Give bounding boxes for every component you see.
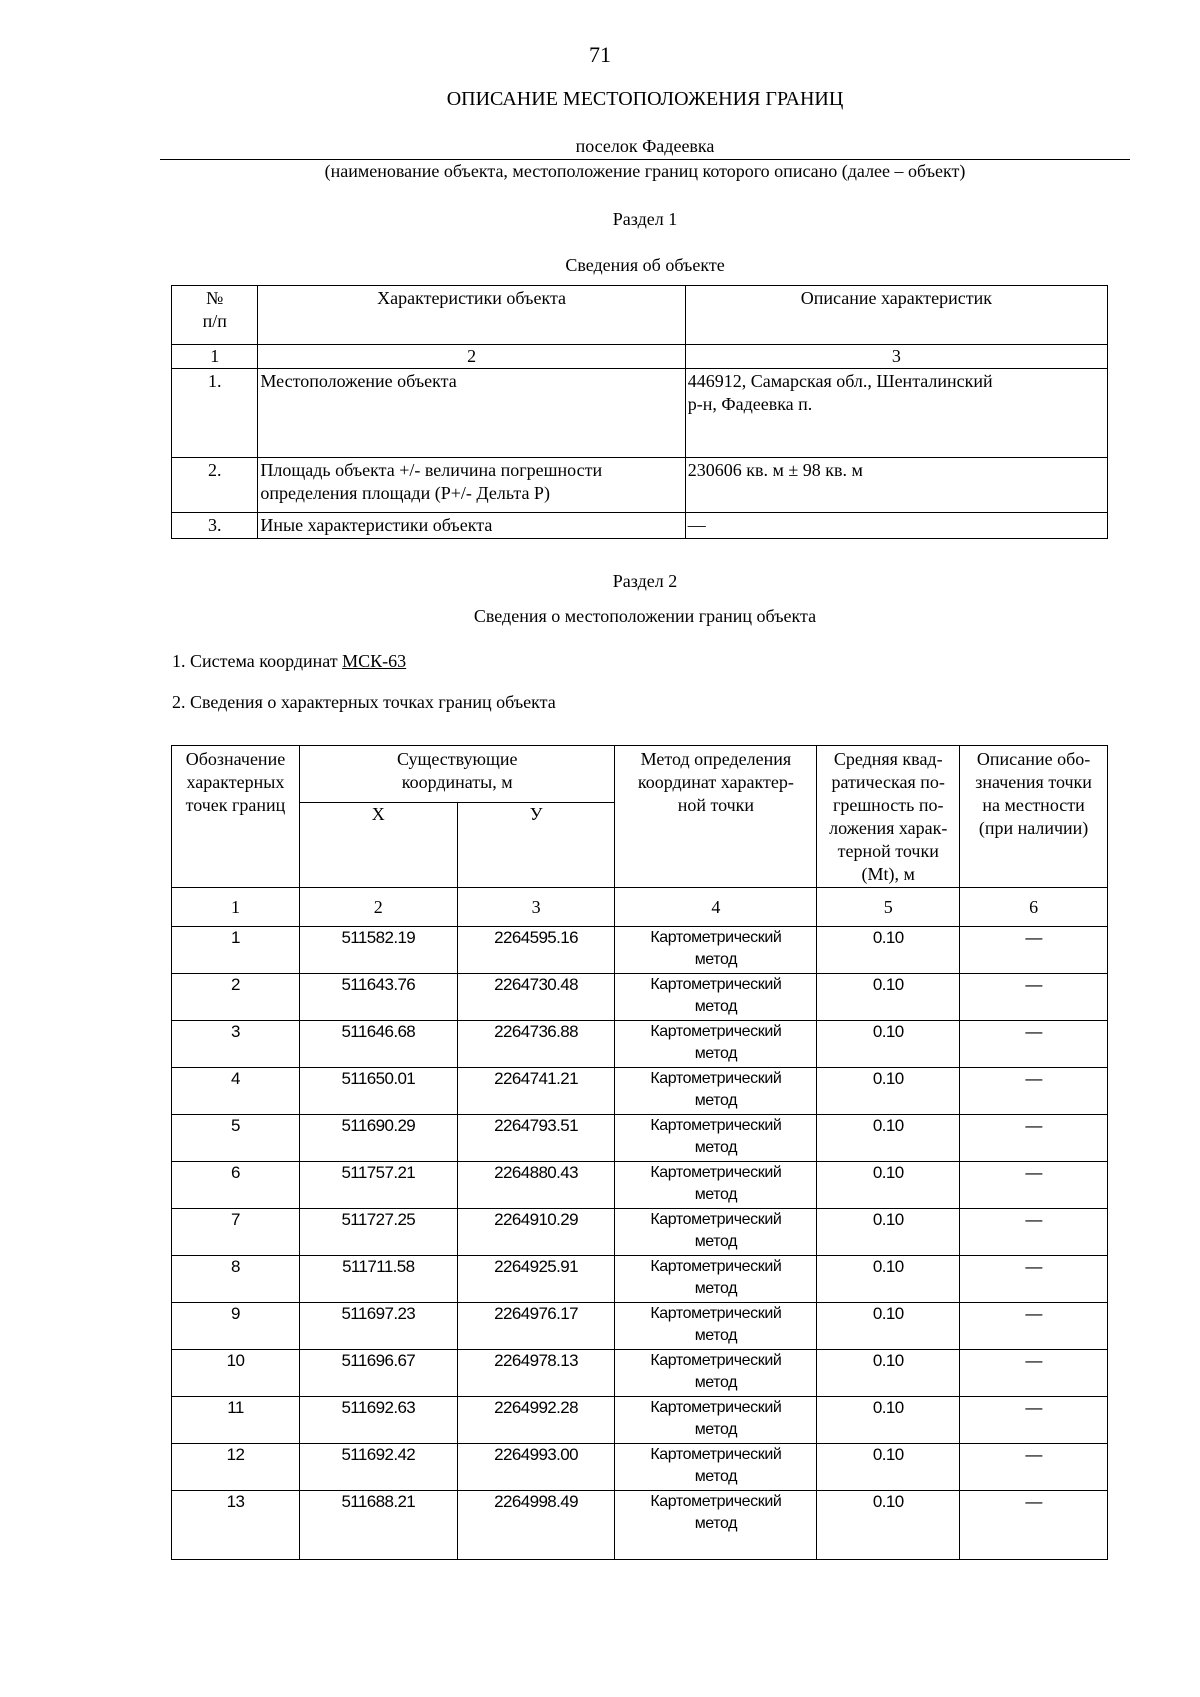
- point-id: 8: [172, 1256, 300, 1303]
- points-header-y: У: [457, 803, 615, 888]
- point-id: 5: [172, 1115, 300, 1162]
- point-mt: 0.10: [817, 1350, 960, 1397]
- point-x: 511582.19: [299, 927, 457, 974]
- points-header-x: X: [299, 803, 457, 888]
- table-row: [172, 1397, 1108, 1444]
- point-x: 511711.58: [299, 1256, 457, 1303]
- info-row-description: 446912, Самарская обл., Шенталинский р-н, Фадеевка п.: [685, 369, 1107, 458]
- point-id: 9: [172, 1303, 300, 1350]
- point-mt: 0.10: [817, 1303, 960, 1350]
- info-colnum: 2: [258, 345, 685, 369]
- point-id: 1: [172, 927, 300, 974]
- points-colnum: 3: [457, 888, 615, 927]
- point-y: 2264595.16: [457, 927, 615, 974]
- coordinate-system-value: МСК-63: [342, 651, 407, 671]
- object-info-table: [171, 285, 1108, 539]
- info-row-location: [172, 369, 1108, 458]
- point-description: —: [960, 1068, 1108, 1115]
- point-mt: 0.10: [817, 1068, 960, 1115]
- point-x: 511690.29: [299, 1115, 457, 1162]
- points-header-row: [172, 746, 1108, 803]
- point-y: 2264736.88: [457, 1021, 615, 1068]
- point-mt: 0.10: [817, 1162, 960, 1209]
- info-row-characteristic: Местоположение объекта: [258, 369, 685, 458]
- info-colnum: 1: [172, 345, 258, 369]
- info-row-num: 2.: [172, 458, 258, 513]
- info-row-area: [172, 458, 1108, 513]
- points-body: [172, 927, 1108, 1560]
- points-colnum: 6: [960, 888, 1108, 927]
- point-method: Картометрический метод: [615, 1303, 817, 1350]
- point-id: 10: [172, 1350, 300, 1397]
- point-description: —: [960, 1350, 1108, 1397]
- point-mt: 0.10: [817, 927, 960, 974]
- info-header-characteristic: Характеристики объекта: [258, 286, 685, 345]
- points-header-method: Метод определения координат характер- ной точки: [615, 746, 817, 888]
- info-colnum: 3: [685, 345, 1107, 369]
- points-colnum-row: [172, 888, 1108, 927]
- points-caption: 2. Сведения о характерных точках границ объекта: [172, 692, 556, 712]
- info-row-characteristic: Иные характеристики объекта: [258, 513, 685, 539]
- point-x: 511646.68: [299, 1021, 457, 1068]
- point-y: 2264793.51: [457, 1115, 615, 1162]
- point-method: Картометрический метод: [615, 927, 817, 974]
- info-row-description: 230606 кв. м ± 98 кв. м: [685, 458, 1107, 513]
- point-method: Картометрический метод: [615, 1397, 817, 1444]
- point-method: Картометрический метод: [615, 1256, 817, 1303]
- points-header-point: Обозначение характерных точек границ: [172, 746, 300, 888]
- document-title: ОПИСАНИЕ МЕСТОПОЛОЖЕНИЯ ГРАНИЦ: [446, 88, 844, 110]
- point-x: 511727.25: [299, 1209, 457, 1256]
- point-x: 511757.21: [299, 1162, 457, 1209]
- point-method: Картометрический метод: [615, 1162, 817, 1209]
- point-mt: 0.10: [817, 1021, 960, 1068]
- section-2-subtitle: Сведения о местоположении границ объекта: [473, 606, 817, 626]
- point-method: Картометрический метод: [615, 1068, 817, 1115]
- point-method: Картометрический метод: [615, 1350, 817, 1397]
- object-name: поселок Фадеевка: [575, 136, 715, 156]
- point-description: —: [960, 1303, 1108, 1350]
- points-header-error: Средняя квад- ратическая по- грешность по- ложения харак- терной точки (Mt), м: [817, 746, 960, 888]
- point-y: 2264880.43: [457, 1162, 615, 1209]
- point-x: 511692.42: [299, 1444, 457, 1491]
- table-row: [172, 1444, 1108, 1491]
- point-mt: 0.10: [817, 1397, 960, 1444]
- section-2-title: Раздел 2: [612, 571, 678, 591]
- info-row-other: [172, 513, 1108, 539]
- info-row-characteristic: Площадь объекта +/- величина погрешности определения площади (Р+/- Дельта Р): [258, 458, 685, 513]
- point-x: 511650.01: [299, 1068, 457, 1115]
- point-x: 511696.67: [299, 1350, 457, 1397]
- point-method: Картометрический метод: [615, 1115, 817, 1162]
- point-id: 4: [172, 1068, 300, 1115]
- table-row: [172, 927, 1108, 974]
- coordinate-system: [172, 651, 406, 672]
- point-description: —: [960, 927, 1108, 974]
- table-row: [172, 1115, 1108, 1162]
- point-x: 511688.21: [299, 1491, 457, 1560]
- table-row: [172, 1068, 1108, 1115]
- object-caption: (наименование объекта, местоположение границ которого описано (далее – объект): [324, 161, 966, 181]
- point-mt: 0.10: [817, 1115, 960, 1162]
- points-colnum: 2: [299, 888, 457, 927]
- table-row: [172, 1256, 1108, 1303]
- point-method: Картометрический метод: [615, 974, 817, 1021]
- section-1-subtitle: Сведения об объекте: [565, 255, 725, 275]
- point-method: Картометрический метод: [615, 1491, 817, 1560]
- point-y: 2264730.48: [457, 974, 615, 1021]
- point-description: —: [960, 1397, 1108, 1444]
- point-id: 12: [172, 1444, 300, 1491]
- point-x: 511643.76: [299, 974, 457, 1021]
- table-row: [172, 1209, 1108, 1256]
- boundary-points-table: [171, 745, 1108, 1560]
- point-description: —: [960, 1491, 1108, 1560]
- point-y: 2264992.28: [457, 1397, 615, 1444]
- info-header-row: [172, 286, 1108, 345]
- table-row: [172, 1021, 1108, 1068]
- point-id: 13: [172, 1491, 300, 1560]
- point-description: —: [960, 1021, 1108, 1068]
- point-description: —: [960, 1115, 1108, 1162]
- point-y: 2264978.13: [457, 1350, 615, 1397]
- point-mt: 0.10: [817, 1491, 960, 1560]
- point-y: 2264910.29: [457, 1209, 615, 1256]
- section-1-title: Раздел 1: [612, 209, 678, 229]
- point-method: Картометрический метод: [615, 1444, 817, 1491]
- info-header-description: Описание характеристик: [685, 286, 1107, 345]
- point-y: 2264925.91: [457, 1256, 615, 1303]
- point-id: 7: [172, 1209, 300, 1256]
- point-method: Картометрический метод: [615, 1021, 817, 1068]
- info-colnum-row: [172, 345, 1108, 369]
- point-description: —: [960, 1256, 1108, 1303]
- points-header-coords: Существующие координаты, м: [299, 746, 615, 803]
- point-mt: 0.10: [817, 1256, 960, 1303]
- point-mt: 0.10: [817, 1444, 960, 1491]
- point-id: 6: [172, 1162, 300, 1209]
- info-header-num: № п/п: [172, 286, 258, 345]
- info-row-num: 3.: [172, 513, 258, 539]
- point-description: —: [960, 1162, 1108, 1209]
- table-row: [172, 1303, 1108, 1350]
- info-row-num: 1.: [172, 369, 258, 458]
- table-row: [172, 1162, 1108, 1209]
- object-name-underline: [160, 159, 1130, 160]
- point-x: 511692.63: [299, 1397, 457, 1444]
- point-id: 2: [172, 974, 300, 1021]
- point-y: 2264976.17: [457, 1303, 615, 1350]
- page-number: 71: [589, 42, 611, 67]
- points-colnum: 1: [172, 888, 300, 927]
- points-colnum: 5: [817, 888, 960, 927]
- info-row-description: —: [685, 513, 1107, 539]
- point-id: 11: [172, 1397, 300, 1444]
- point-description: —: [960, 1209, 1108, 1256]
- point-y: 2264993.00: [457, 1444, 615, 1491]
- point-mt: 0.10: [817, 1209, 960, 1256]
- points-header-description: Описание обо- значения точки на местности (при наличии): [960, 746, 1108, 888]
- point-description: —: [960, 1444, 1108, 1491]
- point-x: 511697.23: [299, 1303, 457, 1350]
- point-y: 2264741.21: [457, 1068, 615, 1115]
- point-description: —: [960, 974, 1108, 1021]
- table-row: [172, 1350, 1108, 1397]
- coordinate-system-label: 1. Система координат: [172, 651, 343, 671]
- point-mt: 0.10: [817, 974, 960, 1021]
- point-method: Картометрический метод: [615, 1209, 817, 1256]
- points-colnum: 4: [615, 888, 817, 927]
- table-row: [172, 974, 1108, 1021]
- table-row: [172, 1491, 1108, 1560]
- point-y: 2264998.49: [457, 1491, 615, 1560]
- point-id: 3: [172, 1021, 300, 1068]
